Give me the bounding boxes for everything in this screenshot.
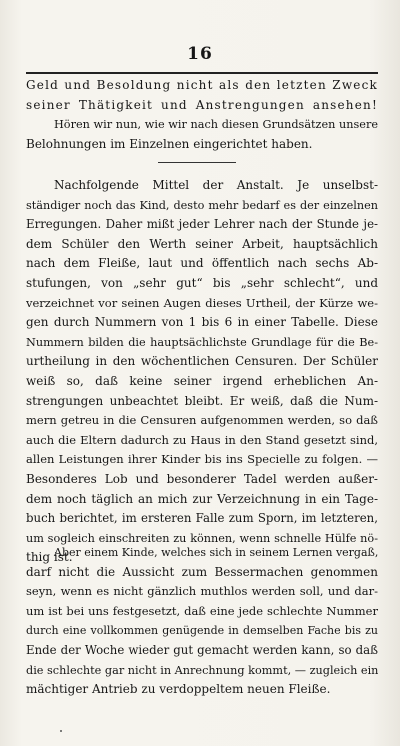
text-line: verzeichnet vor seinen Augen dieses Urtheil, der Kürze we-: [26, 295, 378, 310]
text-line: Nachfolgende Mittel der Anstalt. Je unselbst-: [54, 178, 378, 192]
text-line: auch die Eltern dadurch zu Haus in den Stand gesetzt sind,: [26, 432, 378, 447]
text-line: Belohnungen im Einzelnen eingerichtet haben.: [26, 136, 313, 151]
text-line: Aber einem Kinde, welches sich in seinem Lernen vergaß,: [54, 546, 378, 559]
text-line: allen Leistungen ihrer Kinder bis ins Specielle zu folgen. —: [26, 452, 378, 467]
text-line: Erregungen. Daher mißt jeder Lehrer nach der Stunde je-: [26, 217, 378, 232]
text-line: die schlechte gar nicht in Anrechnung kommt, — zugleich ein: [26, 663, 378, 677]
text-line: um ist bei uns festgesetzt, daß eine jede schlechte Nummer: [26, 603, 378, 618]
text-line: seiner Thätigkeit und Anstrengungen ansehen!: [26, 97, 378, 112]
text-line: urtheilung in den wöchentlichen Censuren. Der Schüler: [26, 354, 378, 369]
intro-paragraph: [26, 76, 378, 154]
text-line: Hören wir nun, wie wir nach diesen Grundsätzen unsere: [54, 118, 378, 132]
text-line: dem noch täglich an mich zur Verzeichnung in ein Tage-: [26, 491, 378, 506]
header-rule: [26, 72, 378, 74]
text-line: gen durch Nummern von 1 bis 6 in einer Tabelle. Diese: [26, 315, 378, 330]
text-line: buch berichtet, im ersteren Falle zum Sporn, im letzteren,: [26, 511, 378, 526]
text-line: thig ist.: [26, 550, 73, 565]
text-line: Ende der Woche wieder gut gemacht werden kann, so daß: [26, 642, 378, 657]
text-line: dem Schüler den Werth seiner Arbeit, hauptsächlich: [26, 236, 378, 251]
text-line: seyn, wenn es nicht gänzlich muthlos werden soll, und dar-: [26, 584, 378, 599]
text-line: um sogleich einschreiten zu können, wenn schnelle Hülfe nö-: [26, 531, 378, 545]
second-paragraph: [26, 543, 378, 700]
page-number: 16: [187, 44, 213, 64]
section-separator: [158, 162, 236, 163]
paper-speck: [60, 730, 62, 732]
text-line: durch eine vollkommen genügende in demselben Fache bis zu: [26, 624, 378, 638]
text-line: darf nicht die Aussicht zum Bessermachen genommen: [26, 564, 378, 579]
text-line: stufungen, von „sehr gut“ bis „sehr schlecht“, und: [26, 275, 378, 290]
text-line: nach dem Fleiße, laut und öffentlich nach sechs Ab-: [26, 256, 378, 271]
text-line: Nummern bilden die hauptsächlichste Grundlage für die Be-: [26, 335, 378, 349]
text-line: mern getreu in die Censuren aufgenommen werden, so daß: [26, 413, 378, 428]
text-line: ständiger noch das Kind, desto mehr bedarf es der einzelnen: [26, 198, 378, 212]
text-line: Besonderes Lob und besonderer Tadel werden außer-: [26, 471, 378, 486]
text-line: strengungen unbeachtet bleibt. Er weiß, daß die Num-: [26, 393, 378, 408]
text-line: weiß so, daß keine seiner irgend erheblichen An-: [26, 373, 378, 388]
text-line: Geld und Besoldung nicht als den letzten Zweck: [26, 78, 378, 92]
main-paragraph: [26, 176, 378, 568]
text-line: mächtiger Antrieb zu verdoppeltem neuen Fleiße.: [26, 682, 331, 697]
